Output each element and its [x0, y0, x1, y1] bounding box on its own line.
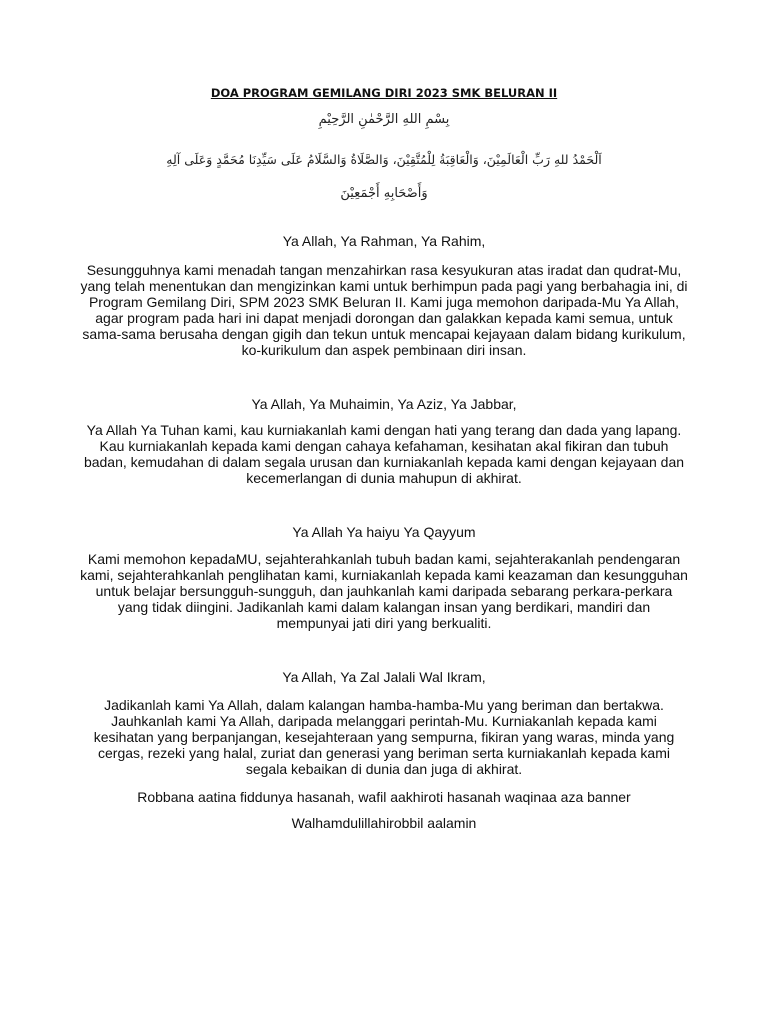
section-heading: Ya Allah Ya haiyu Ya Qayyum	[292, 524, 476, 540]
section-paragraph: Jadikanlah kami Ya Allah, dalam kalangan hamba-hamba-Mu yang beriman dan bertakwa. Jauhkanlah kami Ya Allah, daripada melanggari perintah-Mu. Kurniakanlah kepada kami kesihatan yang berpanjangan, kesejahteraan yang sempurna, fikiran yang waras, minda yang cergas, rezeki yang halal, zuriat dan generasi yang beriman serta kurniakanlah kepada kami segala kebaikan di dunia dan juga di akhirat.	[93, 697, 675, 777]
section-heading: Ya Allah, Ya Muhaimin, Ya Aziz, Ya Jabbar,	[251, 396, 517, 412]
arabic-basmalah: بِسْمِ اللهِ الرَّحْمٰنِ الرَّحِيْمِ	[318, 112, 450, 127]
closing-line: Robbana aatina fiddunya hasanah, wafil aakhiroti hasanah waqinaa aza banner	[137, 789, 631, 805]
document-title: DOA PROGRAM GEMILANG DIRI 2023 SMK BELURAN II	[210, 86, 558, 100]
section-paragraph: Sesungguhnya kami menadah tangan menzahirkan rasa kesyukuran atas iradat dan qudrat-Mu, yang telah menentukan dan mengizinkan kami untuk berhimpun pada pagi yang berbahagia ini, di Program Gemilang Diri, SPM 2023 SMK Beluran II. Kami juga memohon daripada-Mu Ya Allah, agar program pada hari ini dapat menjadi dorongan dan galakkan kepada kami semua, untuk sama-sama berusaha dengan gigih dan tekun untuk mencapai kejayaan dalam bidang kurikulum, ko-kurikulum dan aspek pembinaan diri insan.	[80, 262, 688, 358]
arabic-opening-line: اَلْحَمْدُ للهِ رَبِّ الْعَالَمِيْنَ، وَالْعَاقِبَةُ لِلْمُتَّقِيْنَ، وَالصَّلَاةُ وَالسَّلَامُ عَلَى سَيِّدِنَا مُحَمَّدٍ وَعَلَى آلِهِ	[166, 152, 602, 167]
closing-line: Walhamdulillahirobbil aalamin	[291, 815, 477, 831]
section-paragraph: Kami memohon kepadaMU, sejahterahkanlah tubuh badan kami, sejahterakanlah pendengaran kami, sejahterahkanlah penglihatan kami, kurniakanlah kepada kami keazaman dan kesungguhan untuk belajar bersungguh-sungguh, dan jauhkanlah kami daripada sebarang perkara-perkara yang tidak diingini. Jadikanlah kami dalam kalangan insan yang berdikari, mandiri dan mempunyai jati diri yang berkualiti.	[80, 551, 688, 631]
section-heading: Ya Allah, Ya Zal Jalali Wal Ikram,	[282, 669, 486, 685]
section-paragraph: Ya Allah Ya Tuhan kami, kau kurniakanlah kami dengan hati yang terang dan dada yang lapang. Kau kurniakanlah kepada kami dengan cahaya kefahaman, kesihatan akal fikiran dan tubuh badan, kemudahan di dalam segala urusan dan kurniakanlah kepada kami dengan kejayaan dan kecemerlangan di dunia mahupun di akhirat.	[83, 422, 685, 486]
arabic-opening-line-continued: وَأَصْحَابِهِ أَجْمَعِيْنَ	[340, 186, 428, 201]
section-heading: Ya Allah, Ya Rahman, Ya Rahim,	[282, 233, 486, 249]
